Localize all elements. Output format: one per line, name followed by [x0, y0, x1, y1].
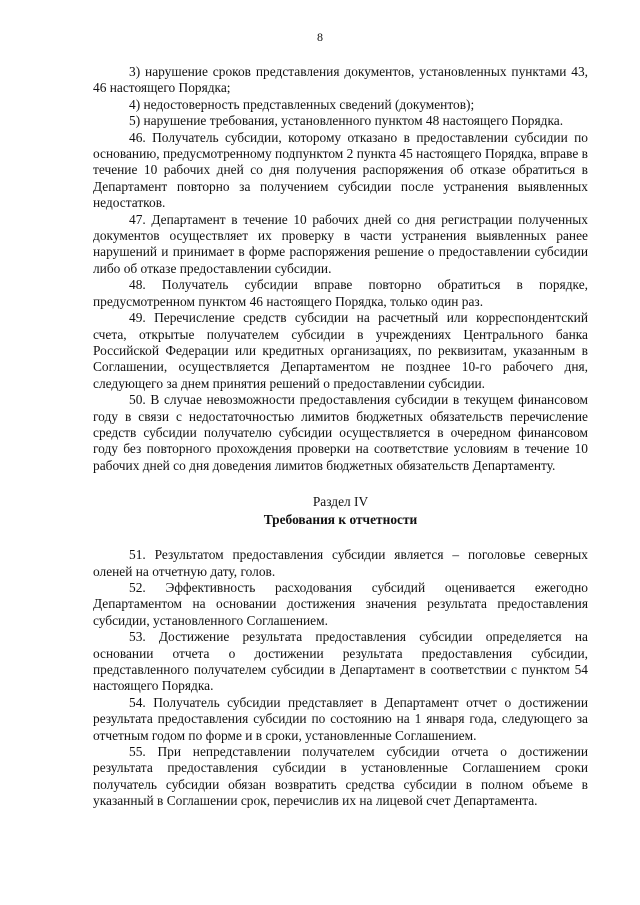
paragraph-50: 50. В случае невозможности предоставления субсидии в текущем финансовом году в связи с недостаточностью лимитов бюджетных обязательств перечисление средств субсидии получателю субсидии осуществляется в очередном финансовом году без повторного прохождения проверки на соответствие условиям в течение 10 рабочих дней со дня доведения лимитов бюджетных обязательств Департаменту. — [93, 392, 588, 473]
section-label: Раздел IV — [312, 494, 369, 510]
paragraph-52: 52. Эффективность расходования субсидий оценивается ежегодно Департаментом на основании достижения значения результата предоставления субсидии, установленного Соглашением. — [93, 579, 588, 628]
paragraph-item-4: 4) недостоверность представленных сведений (документов); — [129, 96, 475, 112]
paragraph-55: 55. При непредставлении получателем субсидии отчета о достижении результата предоставления субсидии в установленные Соглашением сроки получатель субсидии обязан возвратить средства субсидии в полном объеме в указанный в Соглашении срок, перечислив их на лицевой счет Департамента. — [93, 744, 588, 809]
paragraph-51: 51. Результатом предоставления субсидии является – поголовье северных оленей на отчетную дату, голов. — [93, 547, 588, 579]
section-title: Требования к отчетности — [263, 512, 418, 528]
paragraph-53: 53. Достижение результата предоставления субсидии определяется на основании отчета о достижении результата предоставления субсидии, представленного получателем субсидии в Департамент в соответствии с пунктом 54 настоящего Порядка. — [93, 629, 588, 694]
paragraph-item-3: 3) нарушение сроков представления документов, установленных пунктами 43, 46 настоящего Порядка; — [93, 64, 588, 96]
paragraph-48: 48. Получатель субсидии вправе повторно обратиться в порядке, предусмотренном пунктом 46 настоящего Порядка, только один раз. — [93, 277, 588, 309]
paragraph-49: 49. Перечисление средств субсидии на расчетный или корреспондентский счета, открытые получателем субсидии в учреждениях Центрального банка Российской Федерации или кредитных организациях, по реквизитам, указанным в Соглашении, осуществляется Департаментом не позднее 10-го рабочего дня, следующего за днем принятия решений о предоставлении субсидии. — [93, 310, 588, 391]
paragraph-item-5: 5) нарушение требования, установленного пунктом 48 настоящего Порядка. — [129, 113, 564, 129]
document-body — [93, 64, 588, 810]
paragraph-46: 46. Получатель субсидии, которому отказано в предоставлении субсидии по основанию, предусмотренному подпунктом 2 пункта 45 настоящего Порядка, вправе в течение 10 рабочих дней со дня получения распоряжения об отказе обратиться в Департамент повторно за получением субсидии после устранения выявленных недостатков. — [93, 129, 588, 211]
paragraph-54: 54. Получатель субсидии представляет в Департамент отчет о достижении результата предоставления субсидии по состоянию на 1 января года, следующего за отчетным годом по форме и в сроки, установленные Соглашением. — [93, 694, 588, 743]
paragraph-47: 47. Департамент в течение 10 рабочих дней со дня регистрации полученных документов осуществляет их проверку в части устранения выявленных ранее нарушений и принимает в форме распоряжения решение о предоставлении субсидии либо об отказе предоставлении субсидии. — [93, 211, 588, 276]
section-heading — [93, 493, 588, 529]
page-number: 8 — [317, 30, 323, 44]
